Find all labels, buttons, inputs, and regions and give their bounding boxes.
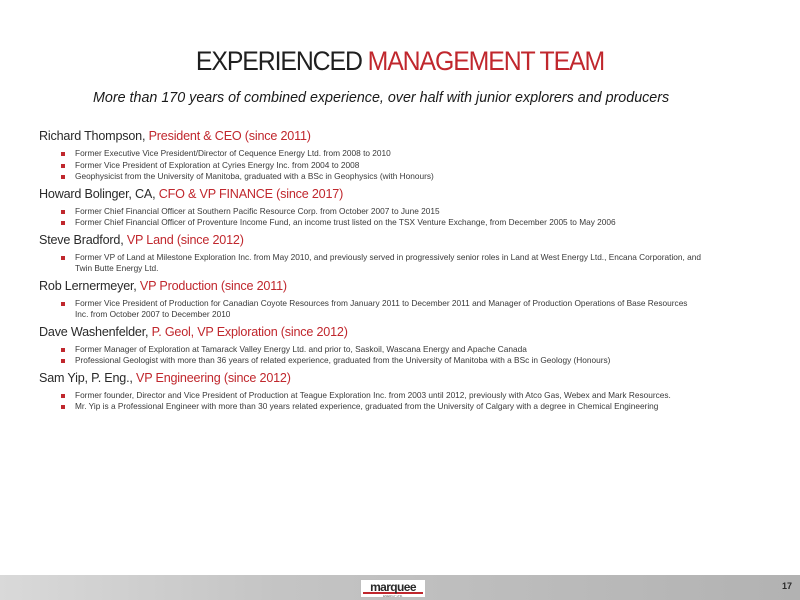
square-bullet-icon — [61, 221, 65, 225]
square-bullet-icon — [61, 405, 65, 409]
member-role: VP Production (since 2011) — [139, 278, 287, 293]
member-name: Rob Lernermeyer, — [39, 278, 137, 293]
member-role: P. Geol, VP Exploration (since 2012) — [151, 324, 348, 339]
member-role: VP Engineering (since 2012) — [136, 370, 291, 385]
team-member — [39, 323, 759, 367]
slide-title — [32, 44, 768, 78]
bullet-item — [61, 217, 701, 229]
bullet-text: Former Manager of Exploration at Tamarack Valley Energy Ltd. and prior to, Saskoil, Wascana Energy and Apache Canada — [75, 343, 527, 354]
bullet-text: Former Vice President of Production for Canadian Coyote Resources from January 2011 to December 2011 and Manager of Production Operations of Base Resources Inc. from October 2007 to December 2010 — [75, 297, 688, 319]
member-name: Sam Yip, — [39, 370, 88, 385]
member-credentials: P. Eng., — [91, 370, 133, 385]
member-name: Richard Thompson, — [39, 129, 146, 143]
bullet-text: Former founder, Director and Vice President of Production at Teague Exploration Inc. from 2003 until 2012, previously with Atco Gas, Webex and Mark Resources. — [75, 389, 671, 400]
bullet-text: Former VP of Land at Milestone Exploration Inc. from May 2010, and previously served in progressively senior roles in Land at West Energy Ltd., Encana Corporation, and Twin Butte Energy Ltd. — [75, 251, 701, 273]
member-name: Dave Washenfelder, — [39, 324, 149, 339]
bullet-text: Professional Geologist with more than 36 years of related experience, graduated from the University of Manitoba with a BSc in Geology (Honours) — [75, 355, 611, 365]
title-part-dark: EXPERIENCED — [195, 46, 362, 76]
bullet-item — [61, 298, 701, 321]
square-bullet-icon — [61, 175, 65, 179]
team-member — [39, 231, 759, 275]
square-bullet-icon — [61, 359, 65, 363]
bullet-item — [61, 148, 701, 160]
logo-wordmark: marquee — [363, 580, 423, 594]
bullet-text: Mr. Yip is a Professional Engineer with more than 30 years related experience, graduated from the University of Calgary with a degree in Chemical Engineering — [75, 401, 659, 411]
square-bullet-icon — [61, 164, 65, 168]
member-bullets — [61, 252, 759, 275]
square-bullet-icon — [61, 210, 65, 214]
square-bullet-icon — [61, 152, 65, 156]
slide-subtitle: More than 170 years of combined experience, over half with junior explorers and producers — [93, 90, 670, 106]
bullet-item — [61, 171, 701, 183]
title-part-accent: MANAGEMENT TEAM — [367, 46, 605, 76]
team-member — [39, 277, 759, 321]
member-role: VP Land (since 2012) — [126, 232, 244, 247]
footer-bar — [0, 575, 800, 600]
member-bullets — [61, 148, 759, 183]
member-bullets — [61, 390, 759, 413]
square-bullet-icon — [61, 394, 65, 398]
square-bullet-icon — [61, 256, 65, 260]
member-name: Steve Bradford, — [39, 232, 124, 247]
member-heading — [39, 277, 759, 296]
member-role: President & CEO (since 2011) — [148, 129, 311, 143]
management-team-list — [39, 127, 759, 415]
bullet-text: Former Executive Vice President/Director of Cequence Energy Ltd. from 2008 to 2010 — [75, 148, 391, 158]
bullet-text: Former Chief Financial Officer of Proventure Income Fund, an income trust listed on the TSX Venture Exchange, from December 2005 to May 2006 — [75, 217, 616, 227]
member-bullets — [61, 206, 759, 229]
bullet-item — [61, 355, 701, 367]
bullet-text: Former Vice President of Exploration at Cyries Energy Inc. from 2004 to 2008 — [75, 159, 360, 170]
bullet-text: Geophysicist from the University of Manitoba, graduated with a BSc in Geophysics (with Honours) — [75, 171, 434, 181]
bullet-item — [61, 401, 701, 413]
team-member — [39, 127, 759, 183]
member-role: CFO & VP FINANCE (since 2017) — [158, 186, 344, 201]
bullet-item — [61, 206, 701, 218]
member-bullets — [61, 344, 759, 367]
member-heading — [39, 231, 759, 250]
member-heading — [39, 323, 759, 342]
bullet-item — [61, 344, 701, 356]
square-bullet-icon — [61, 348, 65, 352]
bullet-text: Former Chief Financial Officer at Southern Pacific Resource Corp. from October 2007 to June 2015 — [75, 205, 440, 216]
team-member — [39, 185, 759, 229]
member-heading — [39, 369, 759, 388]
bullet-item — [61, 252, 701, 275]
bullet-item — [61, 160, 701, 172]
square-bullet-icon — [61, 302, 65, 306]
team-member — [39, 369, 759, 413]
member-heading — [39, 185, 759, 204]
member-heading — [39, 127, 759, 146]
bullet-item — [61, 390, 701, 402]
page-number: 17 — [781, 581, 792, 591]
member-credentials: CA, — [135, 186, 156, 201]
company-logo — [360, 579, 426, 598]
logo-subtext: ENERGY LTD. — [383, 594, 403, 598]
member-name: Howard Bolinger, — [39, 186, 132, 201]
member-bullets — [61, 298, 759, 321]
